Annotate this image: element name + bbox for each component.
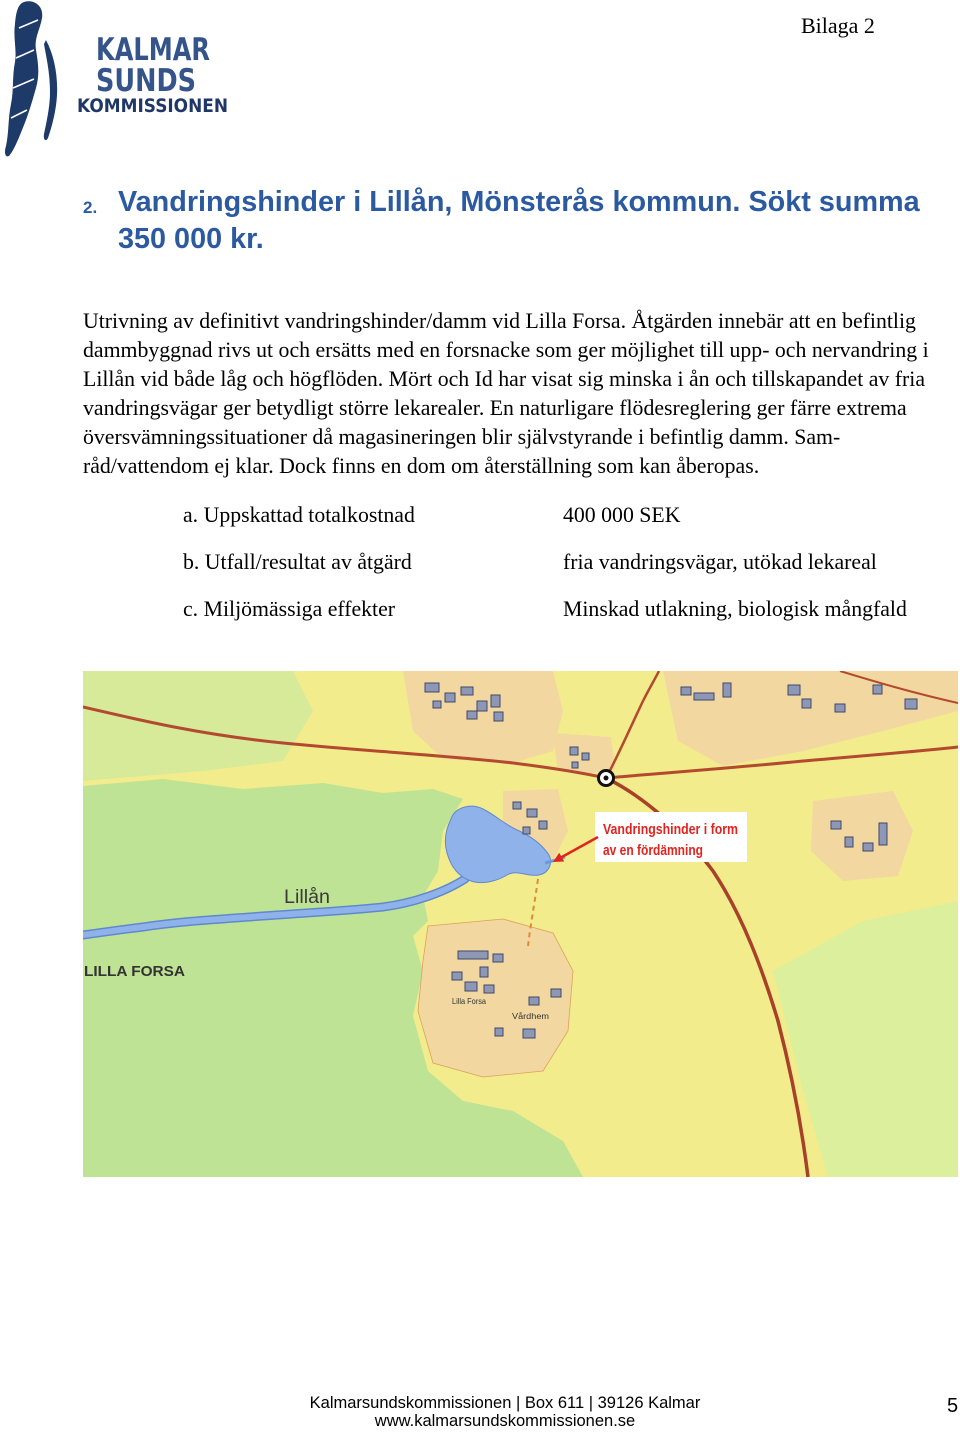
attachment-label: Bilaga 2: [801, 13, 875, 38]
item-value: 400 000 SEK: [563, 503, 681, 527]
building: [694, 693, 714, 700]
dam-marker-dot: [604, 776, 609, 781]
facility-label: Vårdhem: [512, 1012, 550, 1021]
kalmarsunds-logo: [0, 0, 240, 160]
building: [465, 982, 477, 991]
map-annotation: [595, 812, 747, 862]
building: [484, 985, 494, 993]
building: [452, 972, 462, 980]
footer-website-link[interactable]: www.kalmarsundskommissionen.se: [374, 1412, 636, 1430]
building: [523, 827, 530, 834]
building: [845, 837, 853, 847]
area-label: LILLA FORSA: [84, 963, 186, 980]
building: [723, 683, 731, 697]
paragraph-line: Utrivning av definitivt vandringshinder/damm vid Lilla Forsa. Åtgärden innebär att en befintlig: [83, 309, 916, 333]
body-paragraph: [83, 307, 929, 482]
section-title-continued: 350 000 kr.: [118, 223, 264, 255]
paragraph-line: vandringsvägar ger betydligt större lekarealer. En naturligare flödesreglering ger färre extrema: [83, 396, 907, 421]
building: [879, 823, 887, 845]
building: [863, 843, 873, 851]
list-item: [0, 548, 960, 577]
building: [570, 747, 578, 755]
item-value: fria vandringsvägar, utökad lekareal: [563, 550, 877, 574]
logo-line-sunds: SUNDS: [96, 63, 196, 99]
location-map: [83, 671, 958, 1177]
paragraph-line: Lillån vid både låg och högflöden. Mört och Id har visat sig minska i ån och tillskapandet av fria: [83, 367, 925, 392]
building: [477, 701, 487, 711]
building: [480, 967, 488, 977]
island-shape: [5, 1, 42, 156]
building: [831, 821, 841, 829]
building: [788, 685, 800, 695]
item-label: b. Utfall/resultat av åtgärd: [183, 550, 412, 574]
building: [527, 809, 537, 817]
annotation-line-1: Vandringshinder i form: [603, 821, 738, 838]
building: [873, 685, 882, 694]
building: [493, 954, 503, 962]
building: [905, 699, 917, 709]
building: [582, 753, 589, 760]
building: [425, 683, 439, 692]
annotation-line-2: av en fördämning: [603, 842, 703, 859]
footer-address: Kalmarsundskommissionen | Box 611 | 39126 Kalmar: [309, 1394, 701, 1412]
item-label: c. Miljömässiga effekter: [183, 597, 396, 621]
building: [681, 687, 691, 695]
building: [491, 695, 500, 707]
paragraph-line: översvämningssituationer då magasineringen blir självstyrande i befintlig damm. Sam-: [83, 425, 841, 450]
island-emblem-icon: [5, 1, 57, 156]
logo-line-kommissionen: KOMMISSIONEN: [77, 95, 228, 117]
item-label: a. Uppskattad totalkostnad: [183, 503, 415, 527]
building: [433, 701, 441, 708]
logo-line-kalmar: KALMAR: [96, 32, 211, 68]
list-item: [0, 595, 960, 624]
page-number: 5: [947, 1395, 959, 1417]
list-item: [0, 501, 960, 530]
building: [494, 712, 503, 721]
building: [458, 951, 488, 959]
paragraph-line: dammbyggnad rivs ut och ersätts med en forsnacke som ger möjlighet till upp- och nervandring i: [83, 338, 929, 363]
building: [835, 704, 845, 712]
building: [539, 821, 547, 829]
section-title: Vandringshinder i Lillån, Mönsterås kommun. Sökt summa: [118, 186, 920, 218]
section-number: 2.: [83, 198, 98, 217]
building: [495, 1028, 503, 1036]
building: [523, 1029, 535, 1038]
building: [802, 699, 811, 708]
coast-shape: [44, 40, 57, 140]
built-up-area: [418, 919, 573, 1077]
building: [467, 711, 477, 719]
building: [513, 802, 521, 809]
building: [572, 762, 578, 768]
building: [461, 687, 473, 695]
item-value: Minskad utlakning, biologisk mångfald: [563, 597, 907, 621]
village-label: Lilla Forsa: [452, 997, 487, 1006]
paragraph-line: råd/vattendom ej klar. Dock finns en dom om återställning som kan åberopas.: [83, 454, 760, 479]
dam-marker-icon: [599, 771, 614, 786]
building: [529, 997, 539, 1005]
river-label: Lillån: [284, 887, 330, 908]
building: [445, 693, 455, 702]
building: [551, 989, 561, 997]
